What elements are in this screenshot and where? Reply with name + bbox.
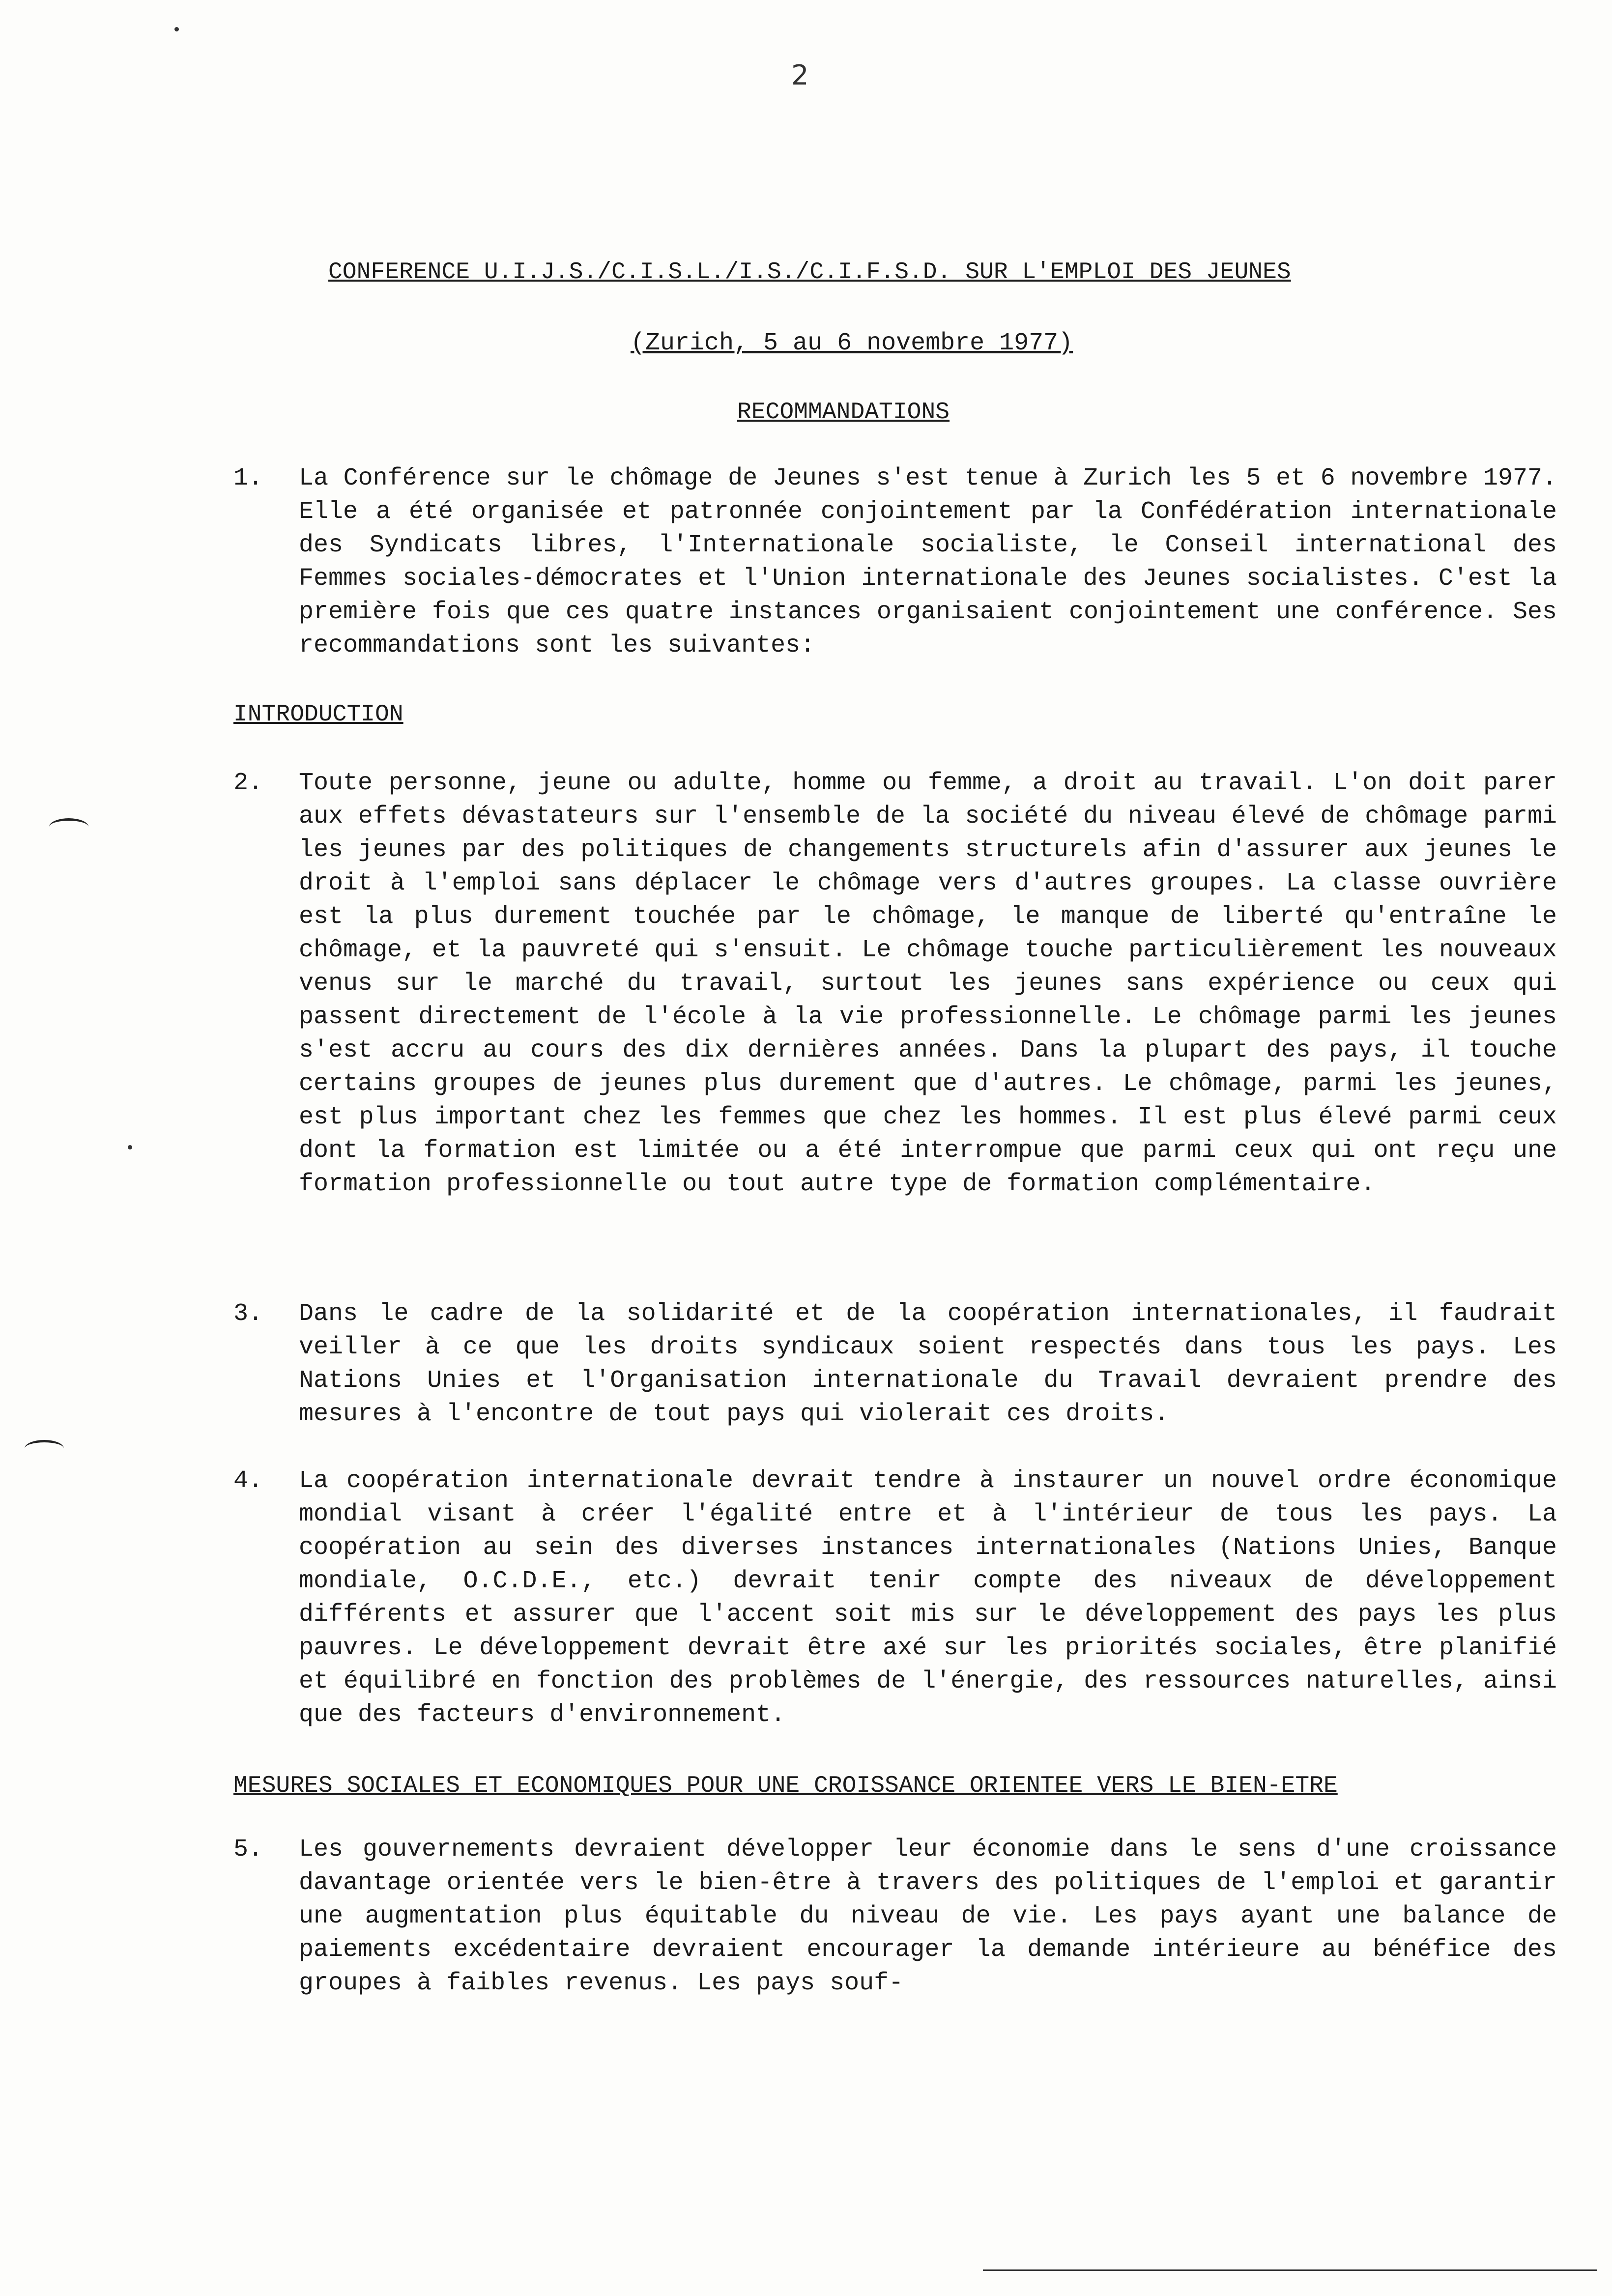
paragraph-number: 4.: [233, 1467, 263, 1495]
punch-hole-mark: [49, 818, 88, 835]
punch-hole-mark: [25, 1440, 64, 1457]
paragraph-number: 1.: [233, 464, 263, 492]
document-title: CONFERENCE U.I.J.S./C.I.S.L./I.S./C.I.F.S.D. SUR L'EMPLOI DES JEUNES: [328, 259, 1291, 286]
paragraph-text: Les gouvernements devraient développer leur économie dans le sens d'une croissance davantage orientée vers le bien-être à travers des politiques de l'emploi et garantir une augmentation plus équitable du niveau de vie. Les pays ayant une balance de paiements excédentaire devraient encourager la demande intérieure au bénéfice des groupes à faibles revenus. Les pays souf-: [299, 1836, 1557, 1997]
bottom-rule: [983, 2269, 1597, 2271]
speck: [128, 1145, 132, 1149]
section-heading-mesures: MESURES SOCIALES ET ECONOMIQUES POUR UNE CROISSANCE ORIENTEE VERS LE BIEN-ETRE: [233, 1773, 1338, 1799]
paragraph-number: 3.: [233, 1300, 263, 1328]
paragraph-number: 5.: [233, 1836, 263, 1864]
section-heading-introduction: INTRODUCTION: [233, 701, 403, 728]
speck: [174, 27, 179, 31]
paragraph-text: Dans le cadre de la solidarité et de la coopération internationales, il faudrait veiller à ce que les droits syndicaux soient respectés dans tous les pays. Les Nations Unies et l'Organisation internationale du Travail devraient prendre des mesures à l'encontre de tout pays qui violerait ces droits.: [299, 1300, 1557, 1428]
paragraph-text: La Conférence sur le chômage de Jeunes s'est tenue à Zurich les 5 et 6 novembre 1977. Elle a été organisée et patronnée conjointement par la Confédération internationale des Syndicats libres, l'Internationale socialiste, le Conseil international des Femmes sociales-démocrates et l'Union internationale des Jeunes socialistes. C'est la première fois que ces quatre instances organisaient conjointement une conférence. Ses recommandations sont les suivantes:: [299, 464, 1557, 660]
paragraph-text: La coopération internationale devrait tendre à instaurer un nouvel ordre économique mondial visant à créer l'égalité entre et à l'intérieur de tous les pays. La coopération au sein des diverses instances internationales (Nations Unies, Banque mondiale, O.C.D.E., etc.) devrait tenir compte des niveaux de développement différents et assurer que l'accent soit mis sur le développement des pays les plus pauvres. Le développement devrait être axé sur les priorités sociales, être planifié et équilibré en fonction des problèmes de l'énergie, des ressources naturelles, ainsi que des facteurs d'environnement.: [299, 1467, 1557, 1729]
page-number: 2: [791, 59, 809, 91]
paragraph-text: Toute personne, jeune ou adulte, homme ou femme, a droit au travail. L'on doit parer aux effets dévastateurs sur l'ensemble de la société du niveau élevé de chômage parmi les jeunes par des politiques de changements structurels afin d'assurer aux jeunes le droit à l'emploi sans déplacer le chômage vers d'autres groupes. La classe ouvrière est la plus durement touchée par le chômage, le manque de liberté qu'entraîne le chômage, et la pauvreté qui s'ensuit. Le chômage touche particulièrement les nouveaux venus sur le marché du travail, surtout les jeunes sans expérience ou ceux qui passent directement de l'école à la vie professionnelle. Le chômage parmi les jeunes s'est accru au cours des dix dernières années. Dans la plupart des pays, il touche certains groupes de jeunes plus durement que d'autres. Le chômage, parmi les jeunes, est plus important chez les femmes que chez les hommes. Il est plus élevé parmi ceux dont la formation est limitée ou a été interrompue que parmi ceux qui ont reçu une formation professionnelle ou tout autre type de formation complémentaire.: [299, 769, 1557, 1198]
document-subtitle: (Zurich, 5 au 6 novembre 1977): [631, 329, 1073, 357]
paragraph-number: 2.: [233, 769, 263, 797]
recommendations-heading: RECOMMANDATIONS: [737, 399, 950, 426]
